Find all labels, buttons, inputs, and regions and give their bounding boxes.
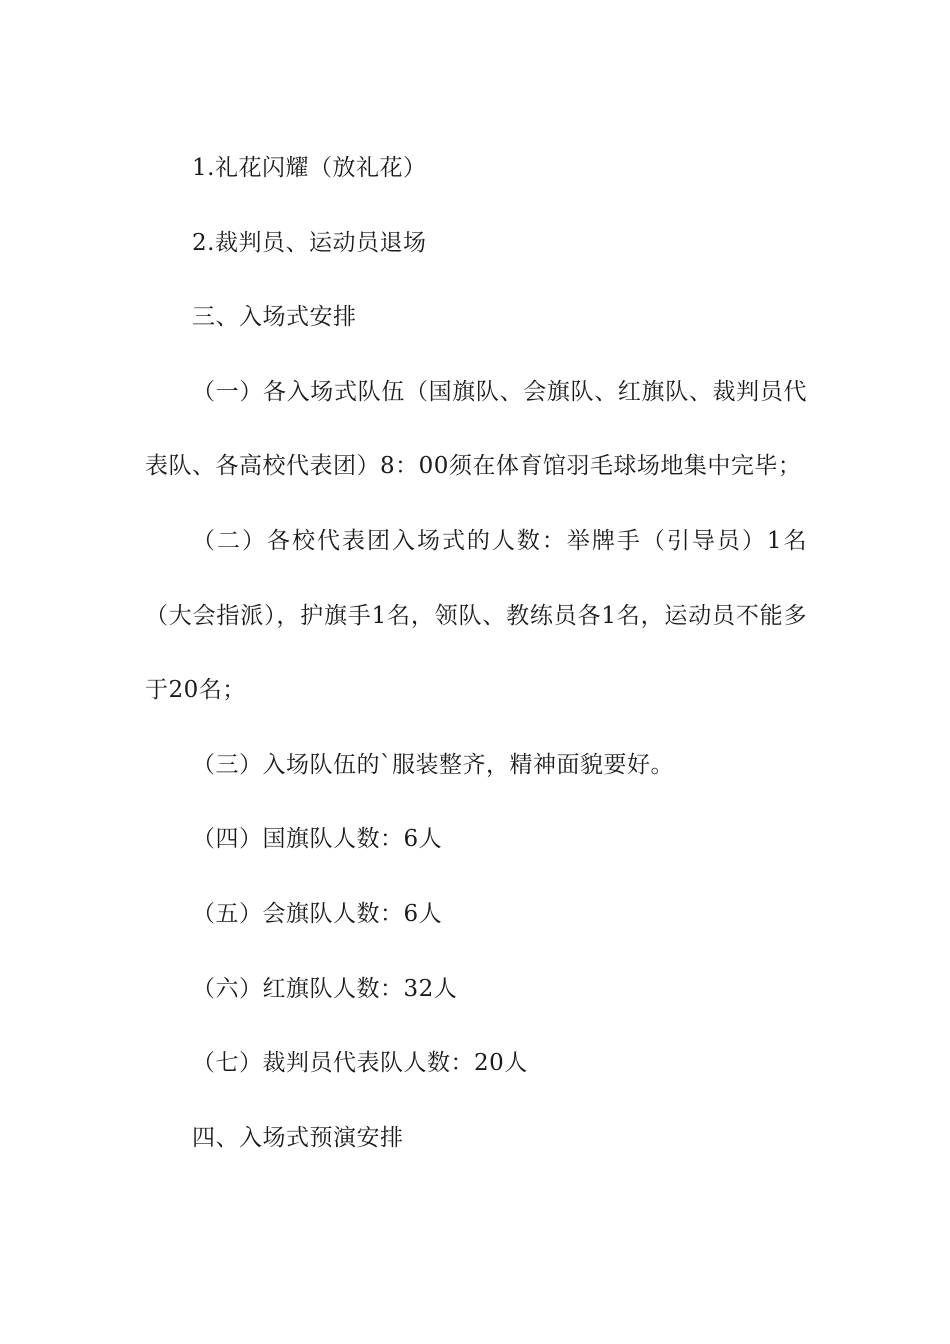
paragraph-delegation-size: （二）各校代表团入场式的人数：举牌手（引导员）1名（大会指派），护旗手1名，领队、教练员各1名，运动员不能多于20名； <box>145 527 807 704</box>
section-heading-entrance: 三、入场式安排 <box>192 304 357 331</box>
paragraph-red-flag-team: （六）红旗队人数：32人 <box>192 975 458 1002</box>
paragraph-fireworks: 1.礼花闪耀（放礼花） <box>192 155 427 181</box>
document-body <box>145 131 807 1175</box>
paragraph-national-flag-team: （四）国旗队人数：6人 <box>192 826 443 853</box>
section-heading-rehearsal: 四、入场式预演安排 <box>192 1124 404 1151</box>
paragraph-exit: 2.裁判员、运动员退场 <box>192 229 427 256</box>
paragraph-assembly: （一）各入场式队伍（国旗队、会旗队、红旗队、裁判员代表队、各高校代表团）8：00须在体育馆羽毛球场地集中完毕； <box>145 378 807 480</box>
paragraph-referee-team: （七）裁判员代表队人数：20人 <box>192 1050 528 1077</box>
paragraph-games-flag-team: （五）会旗队人数：6人 <box>192 900 443 927</box>
paragraph-appearance: （三）入场队伍的`服装整齐，精神面貌要好。 <box>192 751 674 778</box>
